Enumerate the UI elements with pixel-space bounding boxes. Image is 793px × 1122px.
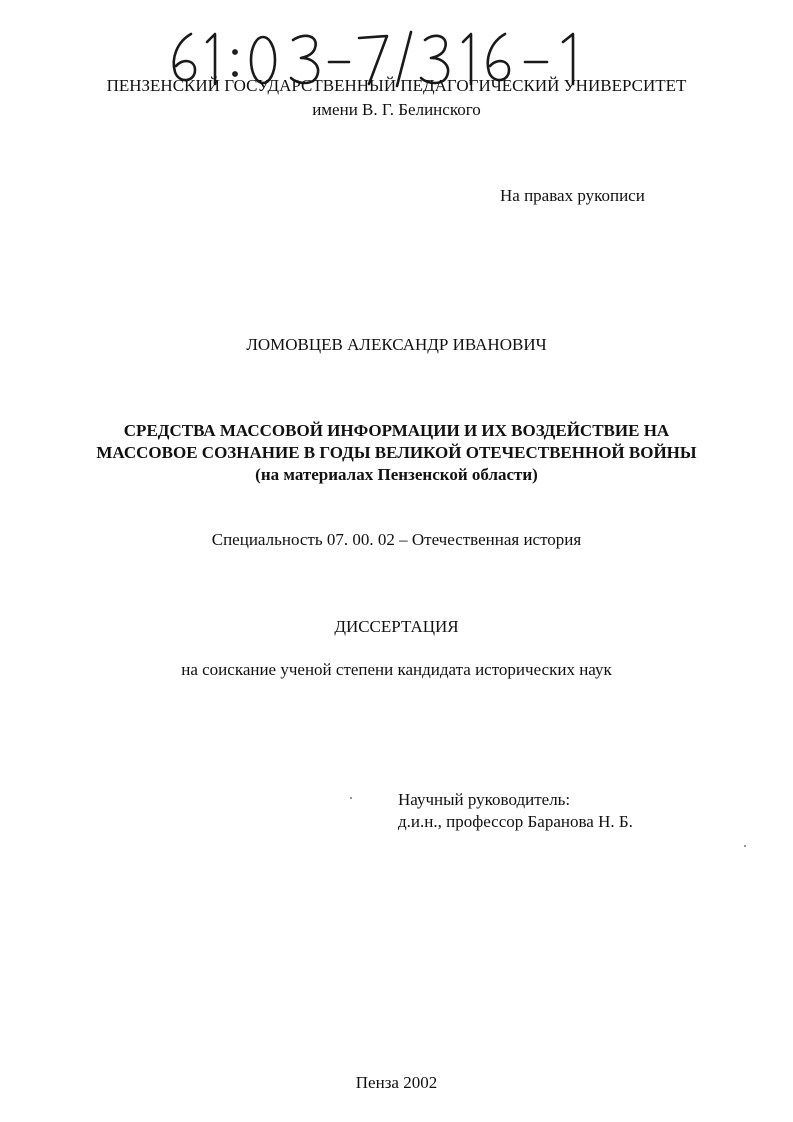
specialty: Специальность 07. 00. 02 – Отечественная история (211, 530, 582, 549)
work-type: ДИССЕРТАЦИЯ (334, 617, 459, 636)
manuscript-note: На правах рукописи (500, 186, 645, 205)
degree-description: на соискание ученой степени кандидата исторических наук (181, 660, 612, 679)
university-named-after: имени В. Г. Белинского (312, 100, 481, 119)
author-name: ЛОМОВЦЕВ АЛЕКСАНДР ИВАНОВИЧ (246, 335, 547, 354)
university-name: ПЕНЗЕНСКИЙ ГОСУДАРСТВЕННЫЙ ПЕДАГОГИЧЕСКИЙ УНИВЕРСИТЕТ (106, 76, 687, 95)
scan-speck (350, 797, 352, 799)
dissertation-title-line-2: МАССОВОЕ СОЗНАНИЕ В ГОДЫ ВЕЛИКОЙ ОТЕЧЕСТВЕННОЙ ВОЙНЫ (96, 443, 697, 462)
supervisor-label: Научный руководитель: (398, 790, 571, 809)
scan-speck (744, 845, 746, 847)
place-and-year: Пенза 2002 (355, 1073, 438, 1092)
dissertation-title-line-1: СРЕДСТВА МАССОВОЙ ИНФОРМАЦИИ И ИХ ВОЗДЕЙСТВИЕ НА (123, 421, 670, 440)
supervisor-name: д.и.н., профессор Баранова Н. Б. (398, 812, 633, 831)
dissertation-title-subtitle: (на материалах Пензенской области) (255, 465, 538, 484)
